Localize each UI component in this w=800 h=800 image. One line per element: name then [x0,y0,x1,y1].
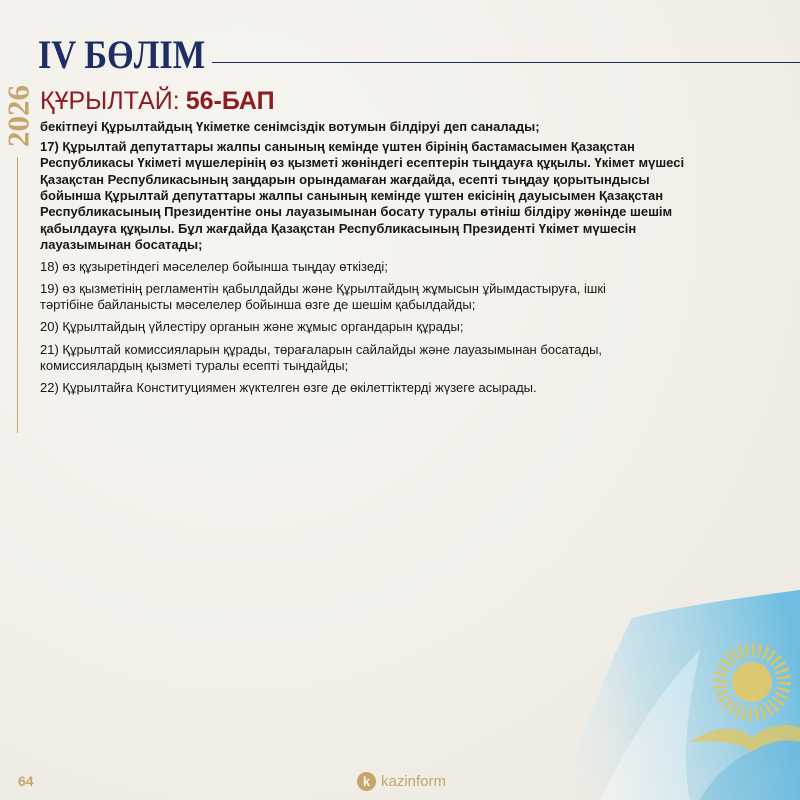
article-body [40,119,785,396]
article-heading [40,86,275,116]
paragraph-line: қабылдауға құқылы. Бұл жағдайда Қазақстан Республикасының Президенті Үкімет мүшесін [40,220,637,236]
paragraph-line: Республикасы Үкіметі мүшелерінің өз қызметі жөніндегі есептерін тыңдауға құқылы. Үкімет мүшесі [40,155,685,171]
paragraph [40,119,785,135]
paragraph-line: Қазақстан Республикасының заңдарын орындамаған жағдайда, есепті тыңдау қорытындысы [40,171,650,187]
kazinform-logo-icon [357,772,376,791]
paragraph [40,259,785,275]
brand-name: kazinform [381,772,447,790]
paragraph-line: 22) Құрылтайға Конституциямен жүктелген өзге де өкілеттіктерді жүзеге асырады. [40,379,537,395]
year-label: 2026 [0,85,36,147]
paragraph [40,139,785,253]
logo-letter: k [362,773,371,789]
paragraph [40,319,785,335]
paragraph-line: лауазымынан босатады; [40,236,203,252]
year-divider [17,157,18,433]
paragraph-line: 20) Құрылтайдың үйлестіру органын және жұмыс органдарын құрады; [40,319,464,335]
heading-prefix: ҚҰРЫЛТАЙ: [40,87,180,115]
paragraph-line: тәртібіне байланысты мәселелер бойынша өзге де шешім қабылдайды; [40,297,476,313]
paragraph-line: 19) өз қызметінің регламентін қабылдайды және Құрылтайдың жұмысын ұйымдастыруға, ішкі [40,281,606,297]
paragraph [40,342,785,375]
paragraph-line: 17) Құрылтай депутаттары жалпы санының кемінде үштен бірінің бастамасымен Қазақстан [40,139,635,155]
title-divider [212,62,800,63]
paragraph-line: Республикасының Президентіне оны лауазымынан босату туралы өтініш білдіру жөнінде шешім [40,204,673,220]
paragraph-line: 18) өз құзыретіндегі мәселелер бойынша тыңдау өткізеді; [40,258,388,274]
section-title: IV БӨЛІМ [38,32,206,77]
article-number: 56-БАП [185,87,275,115]
brand-logo [357,771,446,791]
paragraph-line: бекітпеуі Құрылтайдың Үкіметке сенімсіздік вотумын білдіруі деп саналады; [40,119,540,134]
paragraph-line: комиссиялардың қызметі туралы есепті тыңдайды; [40,357,349,373]
page-number: 64 [18,773,34,789]
paragraph-line: бойынша Құрылтай депутаттары жалпы санының кемінде үштен екісінің дауысымен Қазақстан [40,187,664,203]
paragraph [40,380,785,396]
paragraph-line: 21) Құрылтай комиссияларын құрады, төрағаларын сайлайды және лауазымынан босатады, [40,341,603,357]
paragraph [40,281,785,314]
